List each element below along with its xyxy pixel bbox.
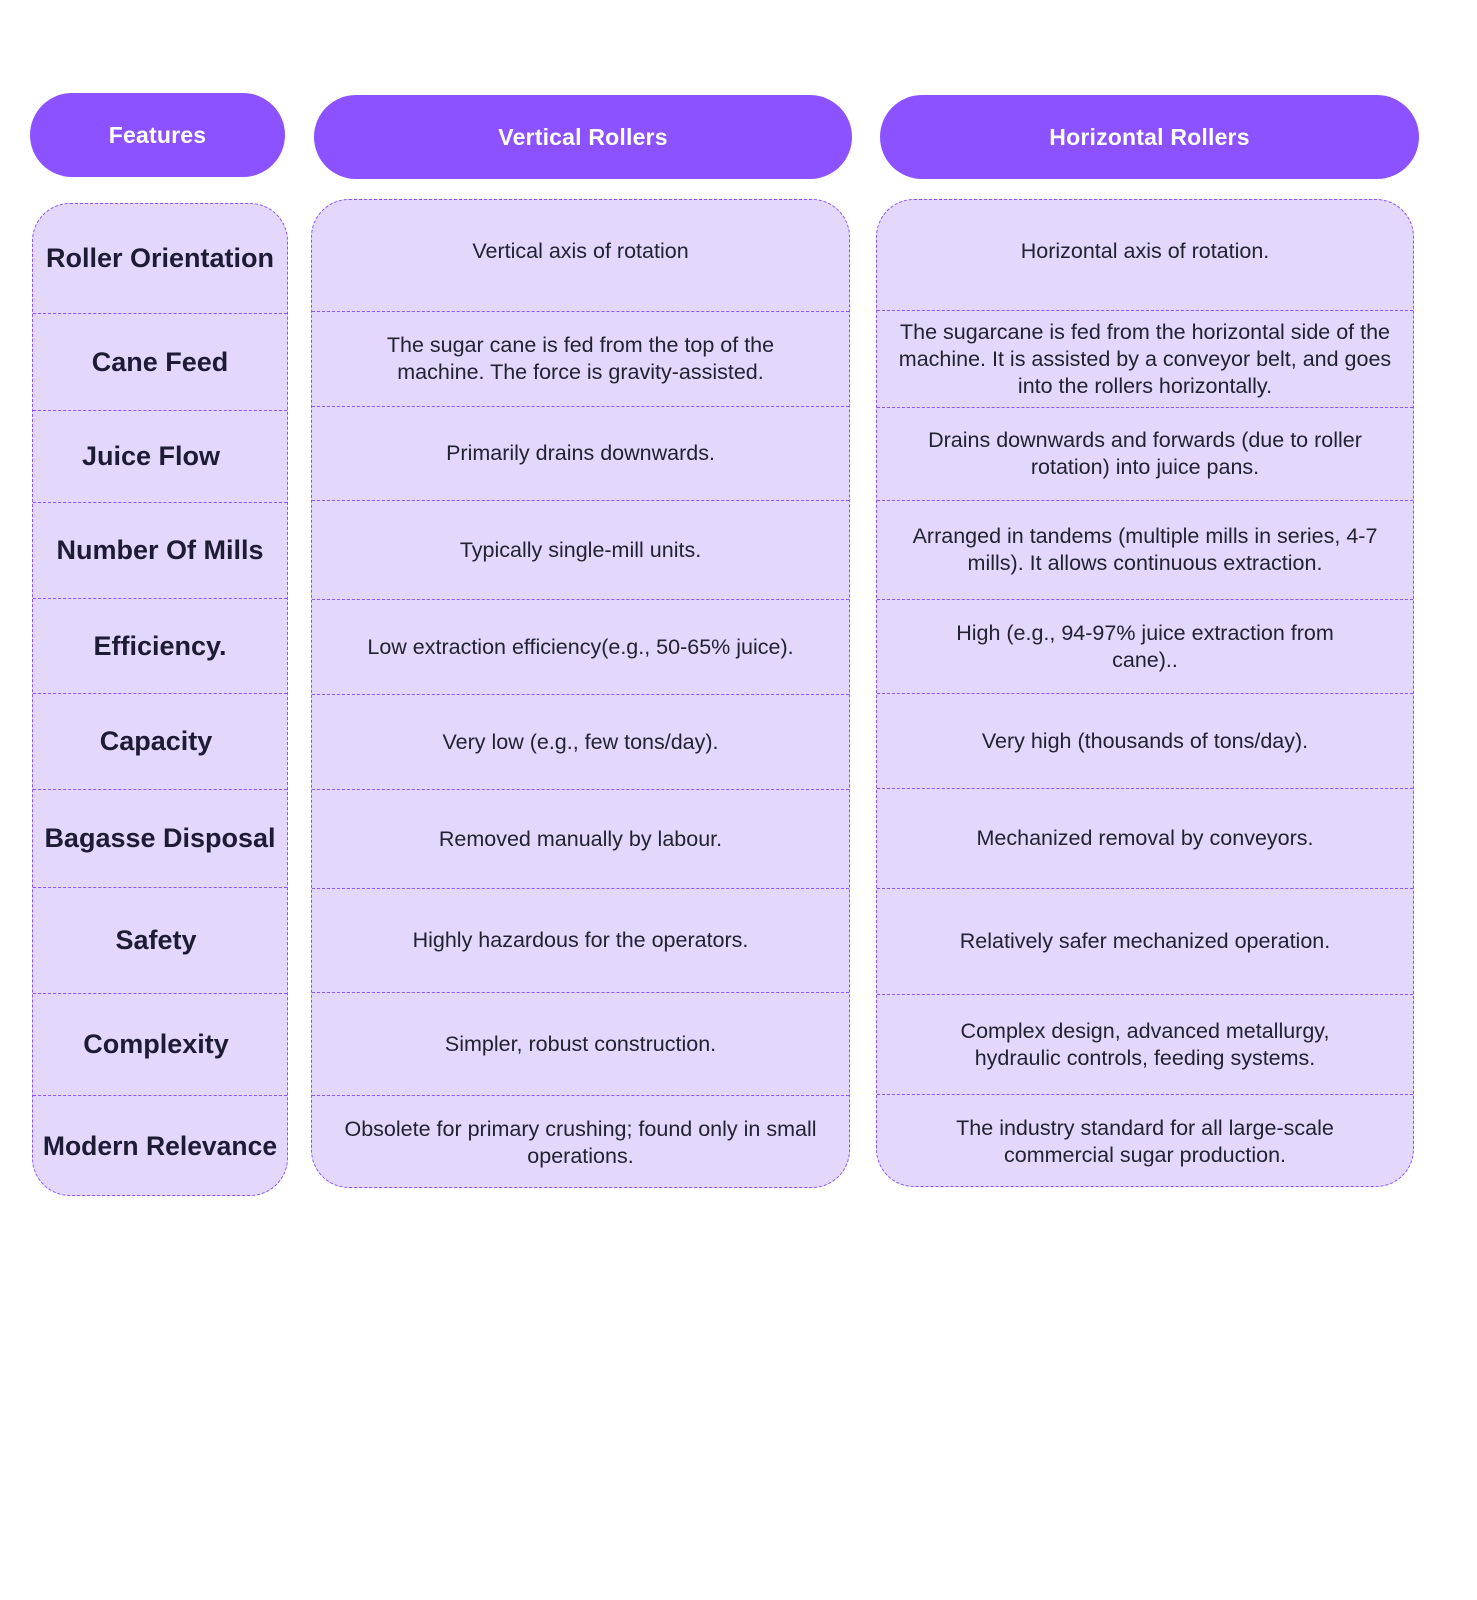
- feature-cell: [33, 599, 287, 694]
- vertical-value: Low extraction efficiency(e.g., 50-65% juice).: [367, 634, 794, 659]
- feature-cell: [33, 1096, 287, 1196]
- horizontal-value: The sugarcane is fed from the horizontal side of the machine. It is assisted by a conveyor belt, and goes into the rollers horizontally.: [898, 319, 1392, 398]
- vertical-cell: [312, 200, 849, 312]
- vertical-value: The sugar cane is fed from the top of the machine. The force is gravity-assisted.: [386, 333, 775, 384]
- feature-cell: [33, 503, 287, 599]
- vertical-value: Typically single-mill units.: [459, 537, 702, 562]
- feature-cell: [33, 411, 287, 503]
- horizontal-cell: [877, 995, 1413, 1095]
- vertical-rollers-column: [311, 199, 850, 1188]
- vertical-value: Primarily drains downwards.: [446, 441, 715, 465]
- features-header: Features: [30, 93, 285, 177]
- feature-label: Cane Feed: [91, 346, 229, 377]
- horizontal-cell: [877, 200, 1413, 311]
- feature-cell: [33, 204, 287, 314]
- horizontal-cell: [877, 694, 1413, 789]
- horizontal-cell: [877, 789, 1413, 889]
- feature-label: Complexity: [83, 1029, 229, 1059]
- vertical-cell: [312, 312, 849, 407]
- feature-cell: [33, 888, 287, 994]
- vertical-cell: [312, 889, 849, 993]
- vertical-cell: [312, 1096, 849, 1188]
- horizontal-cell: [877, 600, 1413, 694]
- horizontal-cell: [877, 311, 1413, 408]
- horizontal-value: Complex design, advanced metallurgy, hydraulic controls, feeding systems.: [960, 1018, 1330, 1070]
- vertical-cell: [312, 695, 849, 790]
- feature-label: Number Of Mills: [56, 535, 264, 565]
- features-column: [32, 203, 288, 1196]
- horizontal-cell: [877, 889, 1413, 995]
- horizontal-value: The industry standard for all large-scale commercial sugar production.: [956, 1115, 1334, 1167]
- horizontal-rollers-header: Horizontal Rollers: [880, 95, 1419, 179]
- horizontal-value: Relatively safer mechanized operation.: [959, 929, 1331, 953]
- feature-label: Juice Flow: [81, 441, 221, 471]
- horizontal-value: Drains downwards and forwards (due to roller rotation) into juice pans.: [928, 428, 1362, 479]
- feature-label: Modern Relevance: [42, 1131, 278, 1161]
- horizontal-cell: [877, 408, 1413, 501]
- horizontal-value: Arranged in tandems (multiple mills in series, 4-7 mills). It allows continuous extraction.: [912, 524, 1378, 575]
- feature-label: Safety: [115, 925, 197, 955]
- vertical-value: Very low (e.g., few tons/day).: [442, 729, 719, 754]
- vertical-value: Simpler, robust construction.: [444, 1031, 717, 1056]
- feature-cell: [33, 790, 287, 888]
- feature-label: Efficiency.: [93, 630, 227, 661]
- vertical-cell: [312, 993, 849, 1096]
- horizontal-value: Horizontal axis of rotation.: [1020, 238, 1270, 263]
- feature-cell: [33, 694, 287, 790]
- horizontal-cell: [877, 1095, 1413, 1187]
- vertical-value: Obsolete for primary crushing; found only in small operations.: [344, 1116, 817, 1168]
- feature-cell: [33, 314, 287, 411]
- horizontal-value: High (e.g., 94-97% juice extraction from cane)..: [956, 620, 1334, 672]
- horizontal-value: Very high (thousands of tons/day).: [981, 728, 1309, 753]
- horizontal-cell: [877, 501, 1413, 600]
- vertical-cell: [312, 407, 849, 501]
- horizontal-value: Mechanized removal by conveyors.: [976, 826, 1314, 850]
- horizontal-rollers-column: [876, 199, 1414, 1187]
- feature-label: Roller Orientation: [45, 243, 275, 273]
- vertical-rollers-header: Vertical Rollers: [314, 95, 852, 179]
- vertical-cell: [312, 600, 849, 695]
- feature-cell: [33, 994, 287, 1096]
- feature-label: Bagasse Disposal: [44, 823, 276, 853]
- vertical-value: Removed manually by labour.: [438, 826, 723, 851]
- vertical-cell: [312, 501, 849, 600]
- vertical-value: Highly hazardous for the operators.: [412, 928, 749, 952]
- vertical-value: Vertical axis of rotation: [472, 239, 689, 263]
- feature-label: Capacity: [99, 726, 213, 756]
- vertical-cell: [312, 790, 849, 889]
